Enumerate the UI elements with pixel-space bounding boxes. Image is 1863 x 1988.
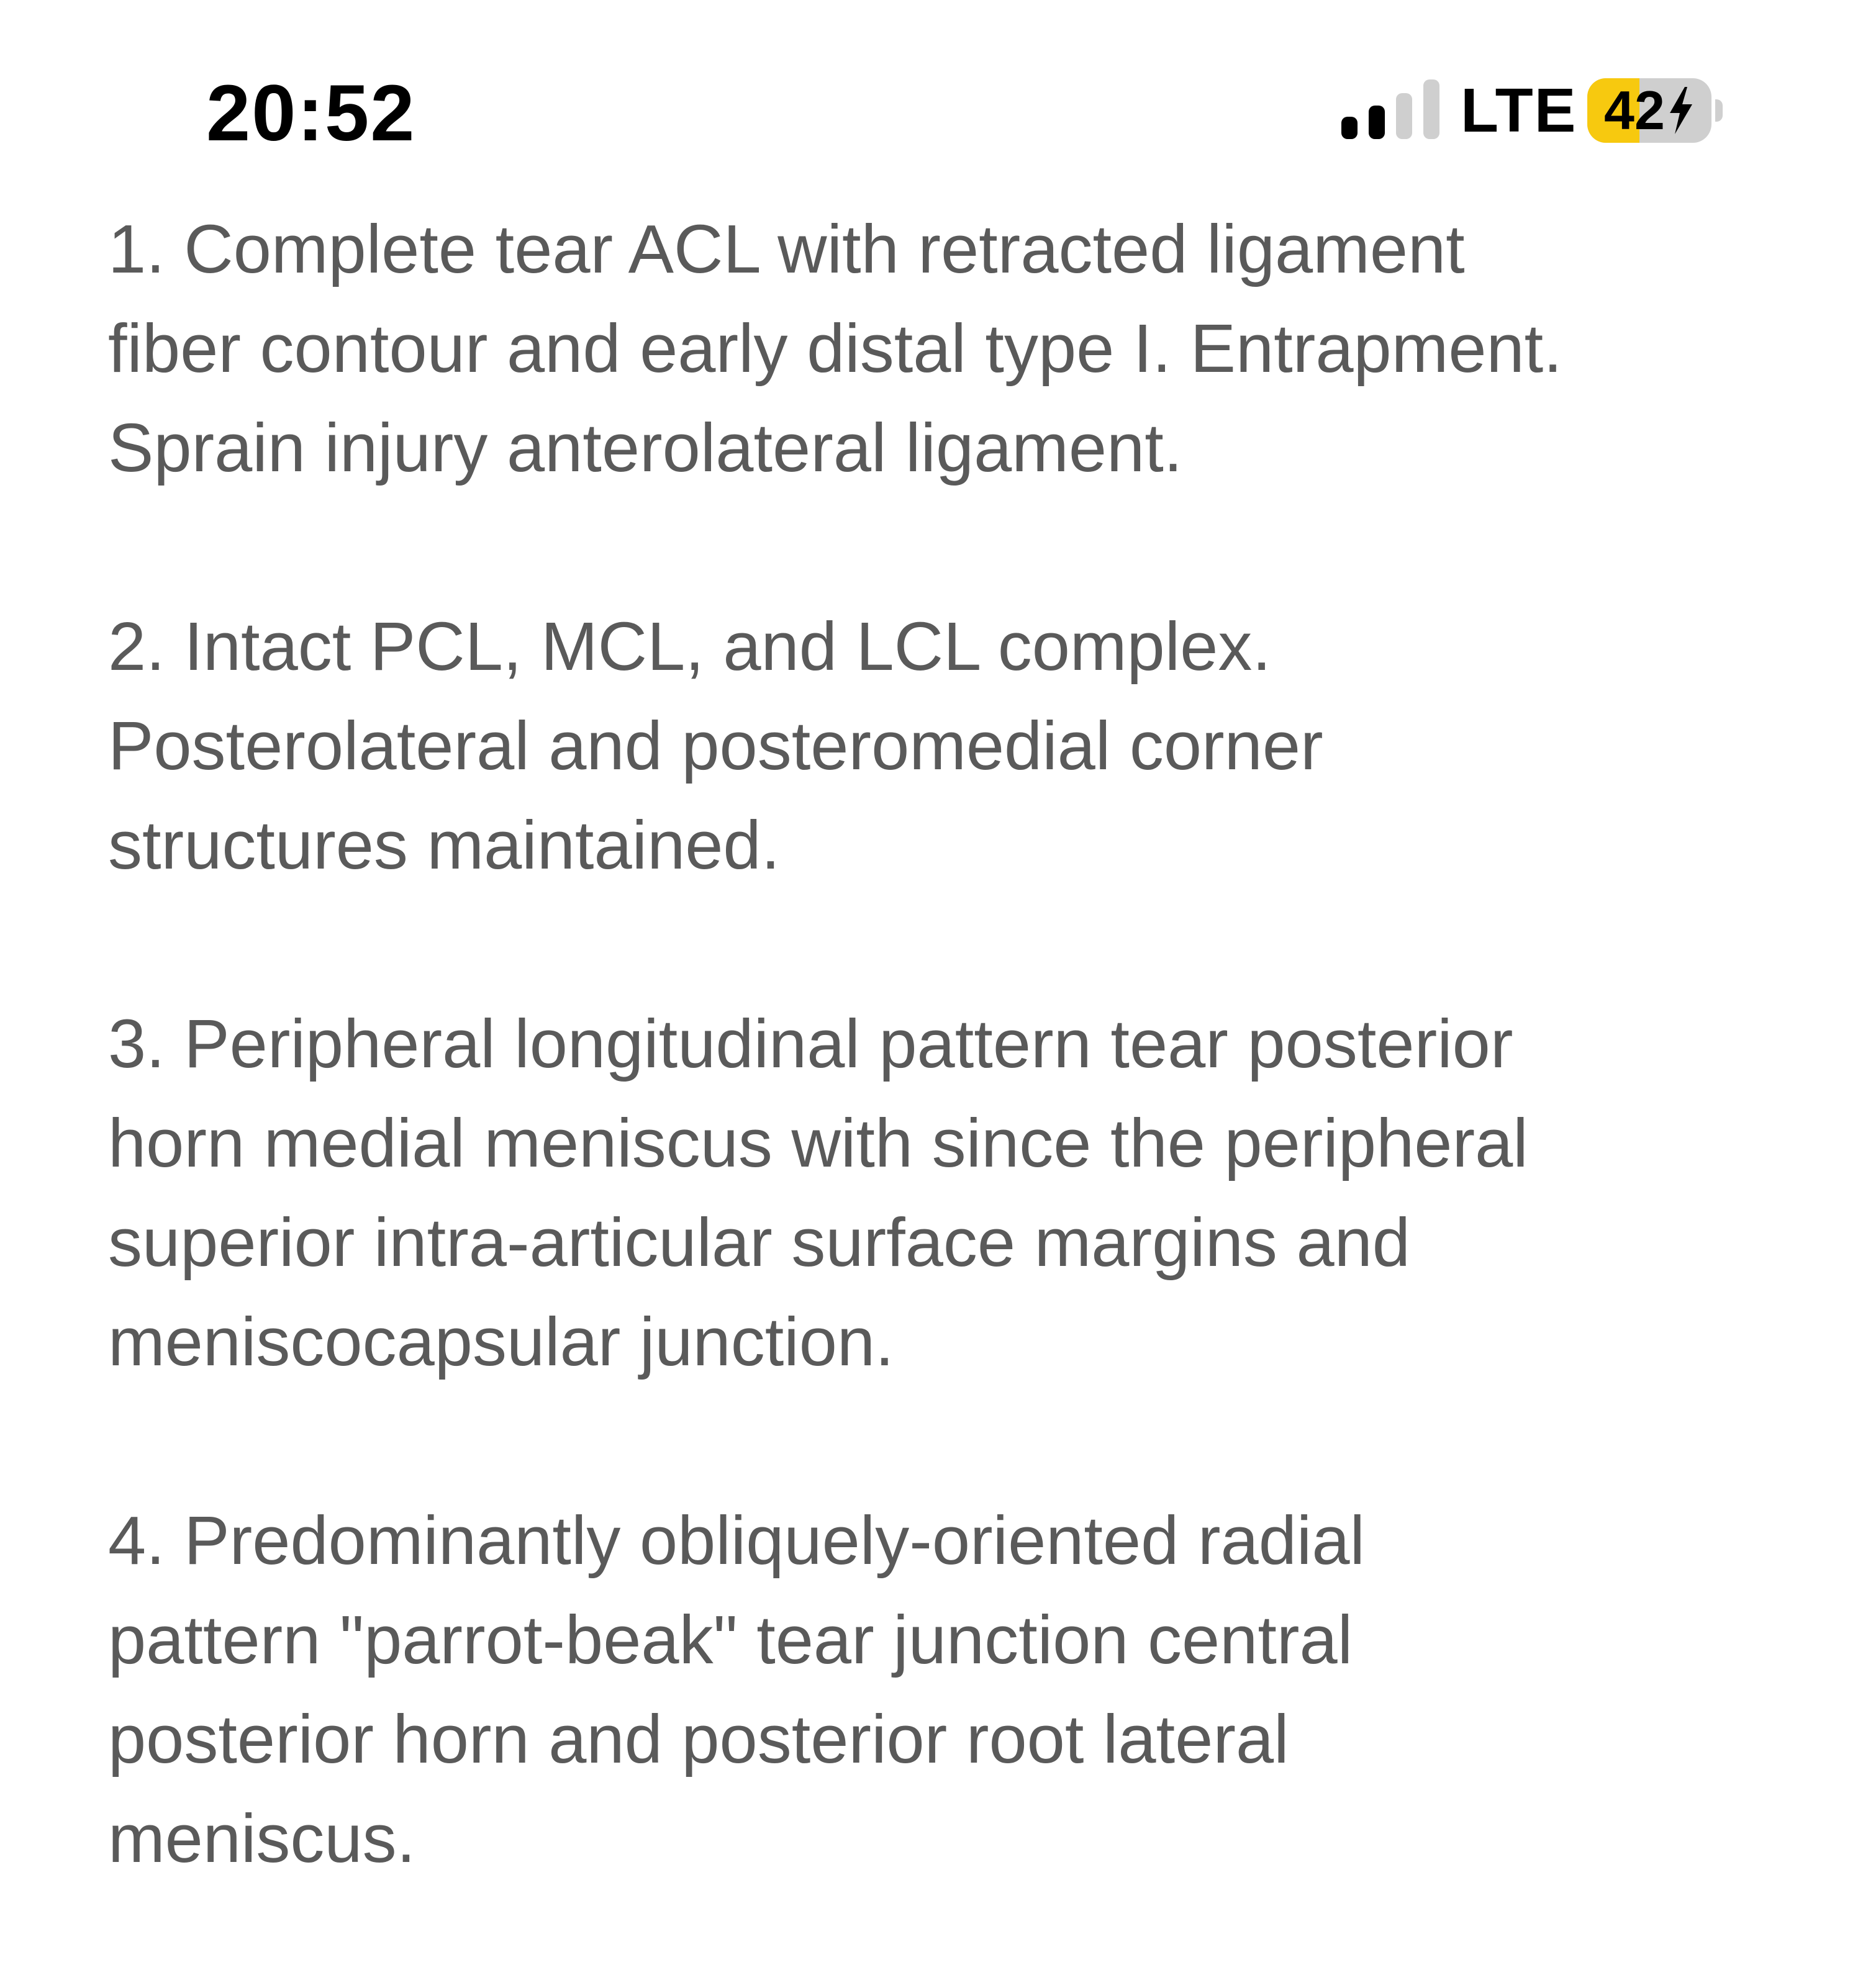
network-type-label: LTE [1461,76,1577,145]
signal-bar-3 [1396,93,1412,139]
finding-item: 3. Peripheral longitudinal pattern tear posterior horn medial meniscus with since the peripheral superior intra-articular surface margins and meniscocapsular junction. [108,1006,1528,1380]
finding-item: 1. Complete tear ACL with retracted ligament fiber contour and early distal type I. Entrapment. Sprain injury anterolateral ligament. [108,211,1562,486]
finding-item: 4. Predominantly obliquely-oriented radial pattern "parrot-beak" tear junction central posterior horn and posterior root lateral meniscus. [108,1502,1365,1877]
bolt-icon [1666,86,1695,135]
battery-percent: 42 [1604,79,1665,141]
battery-text [1587,78,1711,143]
battery-terminal [1715,99,1723,122]
finding-item: 2. Intact PCL, MCL, and LCL complex. Posterolateral and posteromedial corner structures maintained. [108,608,1323,883]
signal-bar-2 [1369,106,1385,139]
report-impression [108,200,1785,1988]
signal-bar-1 [1341,117,1358,139]
cellular-signal-icon [1341,79,1441,139]
signal-bar-4 [1423,79,1439,139]
battery-icon [1587,78,1711,143]
status-bar [0,0,1863,186]
status-time: 20:52 [206,69,416,158]
